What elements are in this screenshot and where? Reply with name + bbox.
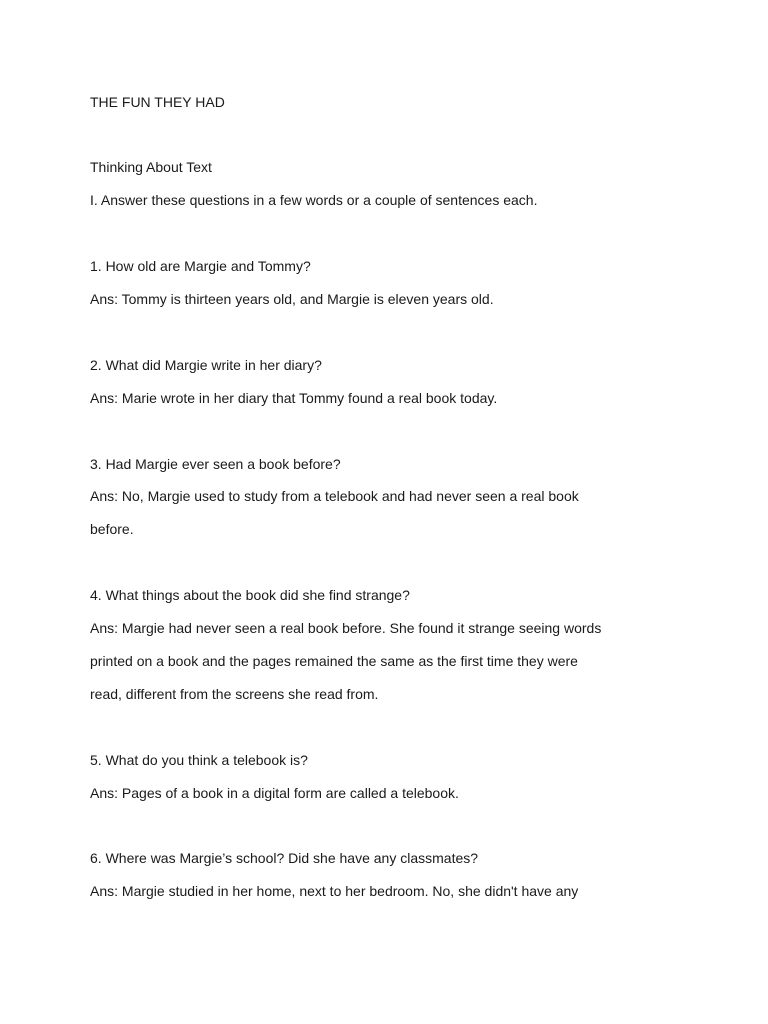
question-1: 1. How old are Margie and Tommy? xyxy=(90,258,311,274)
answer-3-line-1: Ans: No, Margie used to study from a telebook and had never seen a real book xyxy=(90,488,579,504)
answer-4-line-2: printed on a book and the pages remained the same as the first time they were xyxy=(90,653,578,669)
answer-5-line-1: Ans: Pages of a book in a digital form are called a telebook. xyxy=(90,785,459,801)
answer-2-line-1: Ans: Marie wrote in her diary that Tommy found a real book today. xyxy=(90,390,498,406)
question-4: 4. What things about the book did she find strange? xyxy=(90,587,410,603)
section-heading: Thinking About Text xyxy=(90,159,212,175)
question-2: 2. What did Margie write in her diary? xyxy=(90,357,322,373)
answer-4-line-1: Ans: Margie had never seen a real book before. She found it strange seeing words xyxy=(90,620,602,636)
instruction-text: I. Answer these questions in a few words or a couple of sentences each. xyxy=(90,192,538,208)
answer-3-line-2: before. xyxy=(90,521,134,537)
answer-6-line-1: Ans: Margie studied in her home, next to her bedroom. No, she didn't have any xyxy=(90,883,579,899)
question-6: 6. Where was Margie’s school? Did she have any classmates? xyxy=(90,850,479,866)
answer-1-line-1: Ans: Tommy is thirteen years old, and Margie is eleven years old. xyxy=(90,291,494,307)
answer-4-line-3: read, different from the screens she read from. xyxy=(90,686,379,702)
document-title: THE FUN THEY HAD xyxy=(90,94,225,110)
question-3: 3. Had Margie ever seen a book before? xyxy=(90,456,341,472)
question-5: 5. What do you think a telebook is? xyxy=(90,752,308,768)
